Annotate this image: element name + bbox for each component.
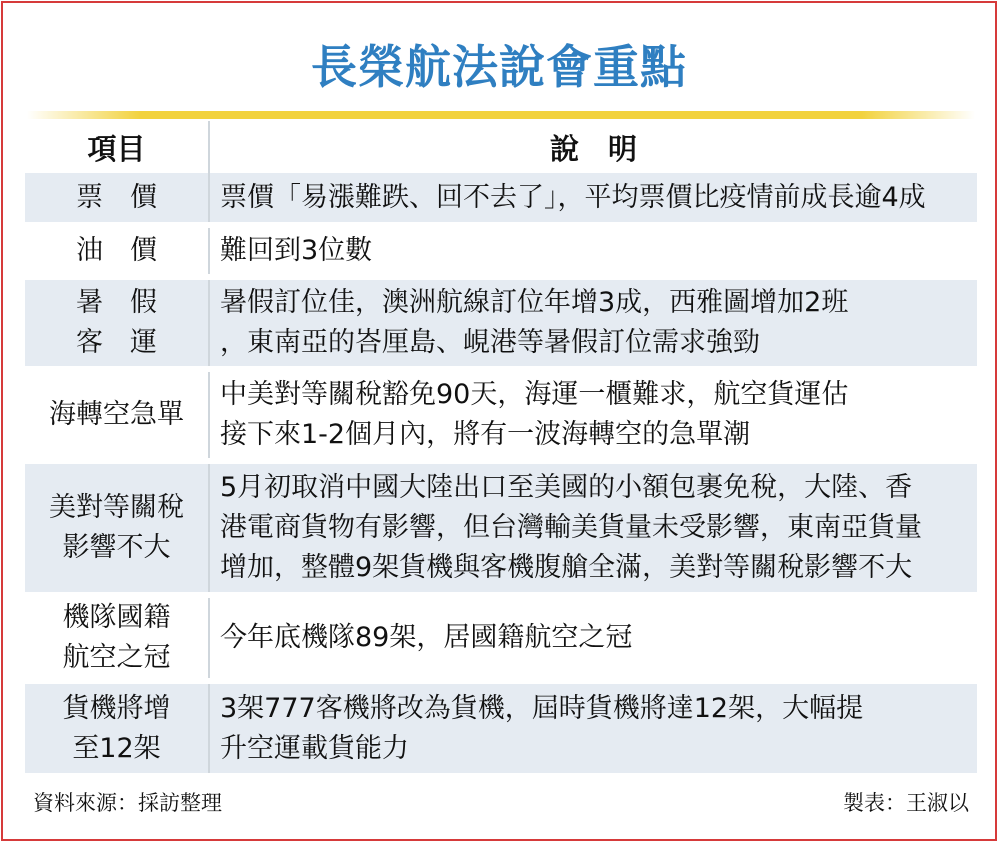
row-description: [209, 681, 977, 773]
row-item-line: 美對等關稅: [49, 492, 184, 523]
row-item-line: 航空之冠: [62, 642, 171, 673]
maker-credit: 製表：王淑以: [843, 791, 969, 815]
row-item-line: 機隊國籍: [62, 602, 171, 633]
row-item: [25, 681, 209, 773]
row-description: [209, 595, 977, 681]
table-row: [25, 681, 977, 773]
row-desc-line: 3架777客機將改為貨機，屆時貨機將達12架，大幅提: [220, 692, 864, 724]
infographic-frame: [1, 1, 997, 841]
title-underline: [27, 111, 975, 119]
row-desc-line: 中美對等關稅豁免90天，海運一櫃難求，航空貨運估: [220, 379, 849, 410]
header-item: 項目: [25, 121, 209, 173]
row-description: [209, 173, 977, 225]
row-item-line: 至12架: [72, 732, 161, 764]
row-desc-line: 港電商貨物有影響，但台灣輸美貨量未受影響，東南亞貨量: [220, 512, 922, 543]
table-row: [25, 461, 977, 595]
table-row: [25, 225, 977, 277]
header-description: 說 明: [209, 121, 977, 173]
row-desc-line: 接下來1-2個月內，將有一波海轉空的急單潮: [220, 419, 751, 450]
row-item-line: 客 運: [76, 327, 157, 358]
row-desc-line: 暑假訂位佳，澳洲航線訂位年增3成，西雅圖增加2班: [220, 287, 849, 318]
table-row: [25, 595, 977, 681]
row-desc-line: ，東南亞的峇厘島、峴港等暑假訂位需求強勁: [220, 327, 760, 358]
row-desc-line: 5月初取消中國大陸出口至美國的小額包裹免稅，大陸、香: [220, 472, 913, 503]
row-desc-line: 難回到3位數: [220, 235, 373, 266]
row-description: [209, 277, 977, 369]
row-item: [25, 461, 209, 595]
table-row: [25, 173, 977, 225]
row-desc-line: 票價「易漲難跌、回不去了」，平均票價比疫情前成長逾4成: [220, 181, 926, 213]
row-item-line: 貨機將增: [62, 692, 171, 724]
row-desc-line: 今年底機隊89架，居國籍航空之冠: [220, 622, 633, 653]
row-item-line: 影響不大: [62, 532, 171, 563]
row-desc-line: 增加，整體9架貨機與客機腹艙全滿，美對等關稅影響不大: [220, 552, 913, 583]
row-item-line: 票 價: [76, 181, 157, 213]
summary-table: [25, 121, 977, 773]
row-description: [209, 461, 977, 595]
page-title: 長榮航法說會重點: [311, 40, 687, 94]
source-note: 資料來源：採訪整理: [33, 791, 222, 815]
row-item: [25, 225, 209, 277]
row-item-line: 海轉空急單: [49, 399, 184, 430]
table-row: [25, 277, 977, 369]
row-description: [209, 225, 977, 277]
row-item-line: 油 價: [76, 235, 157, 266]
row-item: [25, 277, 209, 369]
row-item: [25, 595, 209, 681]
row-description: [209, 369, 977, 461]
table-row: [25, 369, 977, 461]
table-header-row: [25, 121, 977, 173]
row-item: [25, 369, 209, 461]
row-item-line: 暑 假: [76, 287, 157, 318]
row-desc-line: 升空運載貨能力: [220, 732, 409, 764]
row-item: [25, 173, 209, 225]
